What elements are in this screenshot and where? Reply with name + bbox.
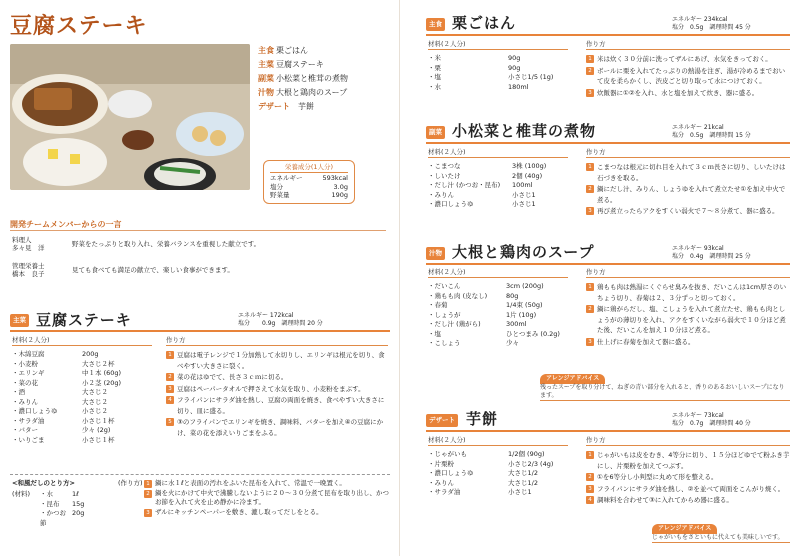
ingredient-name: ・濃口しょうゆ — [428, 469, 474, 477]
ingredient-qty: 100ml — [512, 181, 533, 189]
member-role: 管理栄養士 — [12, 262, 45, 270]
menu-category: 主食 — [258, 46, 274, 55]
ingredient-qty: 大さじ２杯 — [82, 359, 115, 368]
ingredient — [428, 83, 553, 93]
ingredient-name: ・塩 — [428, 329, 441, 338]
ingredient — [428, 73, 553, 83]
ingredient-name: ・しいたけ — [428, 171, 461, 180]
dashi-ing-label: (材料) — [12, 490, 31, 498]
ingredient — [12, 407, 121, 417]
page-title: 豆腐ステーキ — [10, 14, 148, 39]
ingredient-name: ・じゃがいも — [428, 450, 467, 458]
step — [166, 384, 388, 395]
nutrition-row — [270, 183, 348, 192]
food-photo-illustration — [10, 44, 250, 190]
ingredient-name: ・片栗粉 — [428, 459, 454, 468]
salt-value: 塩分 0.4g — [672, 253, 704, 260]
cook-time: 調理時間 15 分 — [709, 132, 751, 139]
step — [586, 88, 790, 99]
ingredient-name: ・だいこん — [428, 282, 461, 290]
ingredient — [12, 436, 121, 446]
energy-value: エネルギー 172kcal — [238, 312, 294, 319]
steps-heading: 作り方 — [166, 336, 388, 346]
ingredient-qty: 中１本 (60g) — [82, 369, 122, 377]
step-number: 1 — [586, 163, 594, 171]
step-text: ③のフライパンでエリンギを焼き、調味料、バターを加え④の豆腐にかけ、菜の花を添えいりごまをふる。 — [177, 418, 384, 437]
ingredient — [40, 509, 84, 528]
menu-category: デザート — [258, 102, 290, 111]
ingredient — [428, 488, 553, 498]
step-text: 豆腐はペーパータオルで押さえて水気を取り、小麦粉をまぶす。 — [177, 384, 365, 393]
step-text: フライパンにサラダ油を熱し、②を並べて両面をこんがり焼く。 — [597, 484, 785, 493]
nutrition-key: エネルギー — [270, 173, 303, 182]
ingredient-name: ・昆布 — [40, 499, 60, 508]
member-comment: 見ても食べても満足の献立で、楽しい食事ができます。 — [72, 266, 234, 274]
step-text: ボールに栗を入れてたっぷりの熱湯を注ぎ、湯が冷めるまでおいて皮を柔らかくし、渋皮ごと切り取って水につけておく。 — [597, 66, 786, 85]
dashi-title: <和風だしのとり方> — [12, 479, 75, 487]
step-number: 1 — [586, 451, 594, 459]
step-number: 4 — [586, 496, 594, 504]
ingredient — [12, 369, 121, 379]
ingredient — [428, 320, 560, 330]
dish-stats — [672, 412, 751, 428]
dish-title: 大根と鶏肉のスープ — [452, 243, 595, 261]
step — [144, 489, 390, 507]
ingredient-qty: 20g — [72, 509, 85, 517]
step — [586, 184, 790, 205]
ingredient-name: ・サラダ油 — [428, 488, 461, 496]
step-number: 2 — [586, 473, 594, 481]
step-number: 1 — [144, 480, 152, 488]
ingredient-qty: 大さじ1/2 — [508, 469, 538, 477]
ingredients-list — [428, 162, 546, 210]
ingredient-name: ・水 — [428, 82, 441, 91]
ingredient-name: ・菜の花 — [12, 378, 38, 387]
nutrition-key: 野菜量 — [270, 191, 290, 200]
step-text: ザルにキッチンペーパーを敷き、漉し取ってだしをとる。 — [155, 508, 323, 516]
step — [586, 206, 790, 217]
step-text: 炊飯器に①②を入れ、水と塩を加えて炊き、器に盛る。 — [597, 88, 759, 97]
ingredient-qty: 200g — [82, 350, 99, 358]
header-rule — [426, 430, 790, 432]
ingredient-name: ・しょうが — [428, 310, 461, 319]
step-text: じゃがいもは皮をむき、4等分に切り、１５分ほどゆでて粉ふき芋にし、片栗粉を加えてつぶす。 — [597, 451, 790, 470]
ingredient — [12, 360, 121, 370]
step-number: 2 — [586, 185, 594, 193]
ingredient — [428, 460, 553, 470]
ingredient-qty: 300ml — [506, 320, 527, 328]
category-tag: デザート — [426, 414, 458, 427]
step — [586, 450, 790, 471]
ingredients-list — [428, 282, 560, 349]
ingredient — [428, 282, 560, 292]
step-number: 2 — [144, 490, 152, 498]
ingredient-name: ・サラダ油 — [12, 416, 45, 425]
step-text: ①を6等分し小判型に丸めて形を整える。 — [597, 473, 718, 481]
steps-list — [586, 450, 790, 507]
dish-title: 栗ごはん — [452, 14, 517, 32]
step-text: 鍋に水１ℓと表面の汚れをふいた昆布を入れて、常温で一晩置く。 — [155, 479, 346, 487]
ingredient-qty: ひとつまみ (0.2g) — [506, 329, 560, 338]
nutrition-key: 塩分 — [270, 182, 283, 191]
dish-stats — [672, 124, 751, 140]
steps-heading: 作り方 — [586, 268, 790, 278]
team-underline — [10, 230, 386, 231]
header-rule — [426, 34, 790, 36]
menu-category: 汁物 — [258, 88, 274, 97]
ingredient-qty: 3cm (200g) — [506, 282, 544, 290]
menu-item — [258, 72, 348, 86]
step-number: 3 — [586, 485, 594, 493]
ingredient — [428, 450, 553, 460]
ingredient — [428, 330, 560, 340]
member-comment: 野菜をたっぷりと取り入れ、栄養バランスを重視した献立です。 — [72, 240, 261, 248]
menu-item — [258, 100, 348, 114]
menu-dish: 芋餅 — [298, 102, 314, 111]
category-tag: 汁物 — [426, 247, 445, 260]
step — [586, 472, 790, 483]
ingredient-name: ・濃口しょうゆ — [428, 200, 474, 208]
ingredient — [428, 311, 560, 321]
ingredient — [40, 490, 84, 500]
ingredient-qty: 180ml — [508, 82, 529, 91]
step — [586, 54, 790, 65]
ingredient-qty: 小さじ１杯 — [82, 416, 115, 425]
step-text: 再び煮立ったらアクをすくい弱火で７～８分煮て、器に盛る。 — [597, 207, 779, 215]
step-number: 3 — [586, 89, 594, 97]
energy-value: エネルギー 21kcal — [672, 124, 724, 131]
ingredient-name: ・バター — [12, 426, 38, 434]
ingredient — [12, 398, 121, 408]
ingredient-qty: 小さじ1 — [512, 190, 536, 199]
ingredients-heading: 材料(２人分) — [428, 40, 568, 50]
dashi-section — [10, 474, 390, 552]
nutrition-box — [263, 160, 355, 204]
header-rule — [10, 330, 390, 332]
nutrition-value: 190g — [331, 191, 348, 200]
salt-value: 塩分 0.5g — [672, 24, 704, 31]
advice-text: じゃがいもをさといもに代えても美味しいです。 — [652, 534, 790, 543]
ingredient-qty: 80g — [506, 291, 519, 300]
dashi-steps-label: (作り方) — [118, 479, 143, 487]
ingredient-name: ・水 — [40, 490, 53, 498]
ingredient — [428, 200, 546, 210]
energy-value: エネルギー 234kcal — [672, 16, 728, 23]
ingredient-qty: 1/2個 (90g) — [508, 450, 545, 458]
ingredient-qty: 小さじ1 — [508, 488, 532, 496]
ingredient — [428, 54, 553, 64]
step-text: 米は炊く３０分前に洗ってザルにあげ、水気をきっておく。 — [597, 55, 772, 63]
ingredient-qty: 大さじ２ — [82, 397, 108, 406]
menu-dish: 栗ごはん — [276, 46, 308, 55]
ingredients-heading: 材料(２人分) — [12, 336, 152, 346]
ingredient-name: ・エリンギ — [12, 369, 45, 377]
ingredient — [428, 301, 560, 311]
step-text: 仕上げに春菊を加えて器に盛る。 — [597, 337, 695, 346]
ingredient-qty: 少々 — [506, 339, 519, 347]
cook-time: 調理時間 40 分 — [709, 420, 751, 427]
steps-list — [586, 282, 790, 348]
ingredient-name: ・木綿豆腐 — [12, 350, 45, 358]
step-number: 3 — [586, 338, 594, 346]
cook-time: 調理時間 25 分 — [709, 253, 751, 260]
ingredient-qty: 1ℓ — [72, 490, 79, 498]
ingredient-name: ・こしょう — [428, 339, 461, 347]
cook-time: 調理時間 20 分 — [281, 320, 323, 327]
step-number: 5 — [166, 418, 174, 426]
steps-list — [166, 350, 388, 439]
ingredient-name: ・だし汁 (鶏がら) — [428, 320, 481, 328]
ingredient-qty: 小さじ1/5 (1g) — [508, 73, 554, 81]
menu-dish: 小松菜と椎茸の煮物 — [276, 74, 348, 83]
dish-title: 豆腐ステーキ — [36, 311, 132, 329]
team-title: 開発チームメンバーからの一言 — [10, 220, 122, 229]
dish-title: 芋餅 — [466, 410, 499, 428]
step — [586, 337, 790, 348]
step — [586, 484, 790, 495]
step-number: 3 — [144, 509, 152, 517]
ingredient-name: ・いりごま — [12, 435, 45, 444]
ingredient — [428, 339, 560, 349]
salt-value: 塩分 0.7g — [672, 420, 704, 427]
step-number: 1 — [586, 283, 594, 291]
step-number: 1 — [586, 55, 594, 63]
step-text: 鍋にだし汁、みりん、しょうゆを入れて煮立たせ①を加え中火で煮る。 — [597, 185, 786, 204]
ingredient-name: ・米 — [428, 54, 441, 62]
menu-dish: 大根と鶏肉のスープ — [276, 88, 348, 97]
ingredient-qty: 3株 (100g) — [512, 162, 547, 170]
ingredient — [428, 172, 546, 182]
nutrition-row — [270, 174, 348, 183]
step-text: 鶏もも肉は熱湯にくぐらせ臭みを抜き、だいこんは1cm厚さのいちょう切り、春菊は２、３分ずっと切っておく。 — [597, 283, 787, 302]
category-tag: 副菜 — [426, 126, 445, 139]
step — [144, 479, 390, 488]
steps-list — [586, 162, 790, 218]
step-text: 鍋に鶏がらだし、塩、こしょうを入れて煮立たせ、鶏もも肉としょうがの薄切りを入れ、アクをすくいながら弱火で１０分ほど煮た後、だいこんを加え１０分ほど煮る。 — [597, 305, 786, 334]
ingredient — [12, 417, 121, 427]
step — [586, 66, 790, 87]
member-role: 料理人 — [12, 236, 32, 244]
ingredient-qty: 15g — [72, 499, 85, 508]
ingredient-qty: 90g — [508, 54, 521, 62]
ingredient — [12, 350, 121, 360]
ingredient — [428, 64, 553, 74]
ingredient-qty: 2個 (40g) — [512, 171, 543, 180]
ingredient-name: ・春菊 — [428, 301, 448, 309]
ingredient — [428, 181, 546, 191]
dashi-steps — [144, 479, 390, 518]
advice-heading: アレンジアドバイス — [540, 374, 605, 384]
step-number: 2 — [586, 305, 594, 313]
category-tag: 主菜 — [10, 314, 29, 327]
ingredient-qty: 小さじ１杯 — [82, 435, 115, 444]
step-text: 鍋を火にかけて中火で沸騰しないように２０～３０分煮て昆布を取り出し、かつお節を入れて火を止め静かに冷ます。 — [155, 489, 389, 506]
advice-heading: アレンジアドバイス — [652, 524, 717, 534]
category-tag: 主食 — [426, 18, 445, 31]
ingredient-name: ・塩 — [428, 73, 441, 81]
step-number: 3 — [586, 207, 594, 215]
nutrition-row — [270, 191, 348, 200]
step — [586, 304, 790, 336]
step — [166, 417, 388, 438]
dish-title: 小松菜と椎茸の煮物 — [452, 122, 597, 140]
ingredient-qty: 小さじ1 — [512, 200, 536, 208]
header-rule — [426, 142, 790, 144]
ingredient-qty: 小２茎 (20g) — [82, 378, 122, 387]
energy-value: エネルギー 73kcal — [672, 412, 724, 419]
nutrition-value: 593kcal — [322, 173, 348, 182]
ingredients-list — [428, 54, 553, 92]
ingredient-name: ・小麦粉 — [12, 359, 38, 368]
ingredient-qty: 大さじ２ — [82, 388, 108, 396]
ingredient-qty: 大さじ1/2 — [508, 478, 538, 487]
ingredient-name: ・みりん — [428, 190, 454, 199]
menu-item — [258, 58, 348, 72]
ingredient-qty: 小さじ2/3 (4g) — [508, 459, 554, 468]
menu-category: 副菜 — [258, 74, 274, 83]
ingredients-list — [428, 450, 553, 498]
step — [166, 350, 388, 371]
ingredient-qty: 1/4束 (50g) — [506, 301, 543, 309]
advice-text: 残ったスープを取り分けて、ねぎの青い部分を入れると、香りのあるおいしいスープになります。 — [540, 384, 790, 401]
step — [586, 495, 790, 506]
salt-value: 塩分 0.5g — [672, 132, 704, 139]
ingredient-name: ・酒 — [12, 388, 25, 396]
step-text: 調味料を合わせて③に入れてからめ器に盛る。 — [597, 496, 733, 504]
dashi-ingredients — [40, 490, 84, 528]
step-text: 菜の花はゆでて、長さ３ｃｍに切る。 — [177, 373, 288, 381]
ingredient — [428, 292, 560, 302]
ingredient — [12, 426, 121, 436]
ingredient-qty: 少々 (2g) — [82, 426, 111, 434]
step — [586, 282, 790, 303]
menu-dish: 豆腐ステーキ — [276, 60, 324, 69]
step-number: 1 — [166, 351, 174, 359]
page-divider — [399, 0, 400, 556]
menu-item — [258, 44, 348, 58]
nutrition-value: 3.0g — [333, 182, 348, 191]
nutrition-title: 栄養成分(1人分) — [270, 163, 348, 173]
member-name: 多々見 洋 — [12, 244, 45, 252]
ingredients-heading: 材料(２人分) — [428, 436, 568, 446]
ingredient — [428, 162, 546, 172]
ingredient-name: ・かつお節 — [40, 509, 66, 527]
menu-item — [258, 86, 348, 100]
ingredient — [12, 388, 121, 398]
cook-time: 調理時間 45 分 — [709, 24, 751, 31]
step-number: 2 — [166, 373, 174, 381]
dish-stats — [672, 16, 751, 32]
ingredient — [428, 469, 553, 479]
steps-heading: 作り方 — [586, 148, 790, 158]
dish-stats — [672, 245, 751, 261]
step — [166, 372, 388, 383]
steps-list — [586, 54, 790, 99]
ingredient — [428, 191, 546, 201]
ingredients-list — [12, 350, 121, 445]
ingredient — [40, 500, 84, 510]
step-text: こまつなは根元に切れ目を入れて３ｃｍ長さに切り、しいたけは石づきを取る。 — [597, 163, 786, 182]
ingredient-name: ・栗 — [428, 63, 441, 72]
ingredient-qty: 1片 (10g) — [506, 310, 537, 319]
ingredient-qty: 90g — [508, 63, 521, 72]
ingredient-qty: 小さじ２ — [82, 407, 108, 415]
menu-list — [258, 44, 348, 114]
step — [166, 395, 388, 416]
ingredient-name: ・だし汁 (かつお・昆布) — [428, 181, 501, 189]
salt-value: 塩分 0.9g — [238, 320, 276, 327]
dish-stats — [238, 312, 323, 328]
member-name: 橋本 良子 — [12, 270, 45, 278]
step-number: 3 — [166, 385, 174, 393]
ingredient-name: ・こまつな — [428, 162, 461, 170]
step — [144, 508, 390, 517]
step-text: フライパンにサラダ油を熱し、豆腐の両面を焼き、食べやすい大きさに切り、皿に盛る。 — [177, 396, 385, 415]
step-number: 2 — [586, 67, 594, 75]
ingredients-heading: 材料(２人分) — [428, 268, 568, 278]
ingredients-heading: 材料(２人分) — [428, 148, 568, 158]
ingredient — [12, 379, 121, 389]
ingredient-name: ・みりん — [428, 478, 454, 487]
ingredient-name: ・鶏もも肉 (皮なし) — [428, 291, 488, 300]
header-rule — [426, 263, 790, 265]
step-number: 4 — [166, 396, 174, 404]
steps-heading: 作り方 — [586, 436, 790, 446]
ingredient-name: ・濃口しょうゆ — [12, 407, 58, 415]
energy-value: エネルギー 93kcal — [672, 245, 724, 252]
menu-category: 主菜 — [258, 60, 274, 69]
step — [586, 162, 790, 183]
step-text: 豆腐は電子レンジで１分加熱して水切りし、エリンギは根元を切り、食べやすい大きさに裂く。 — [177, 351, 385, 370]
steps-heading: 作り方 — [586, 40, 790, 50]
ingredient — [428, 479, 553, 489]
ingredient-name: ・みりん — [12, 397, 38, 406]
food-photo — [10, 44, 250, 190]
